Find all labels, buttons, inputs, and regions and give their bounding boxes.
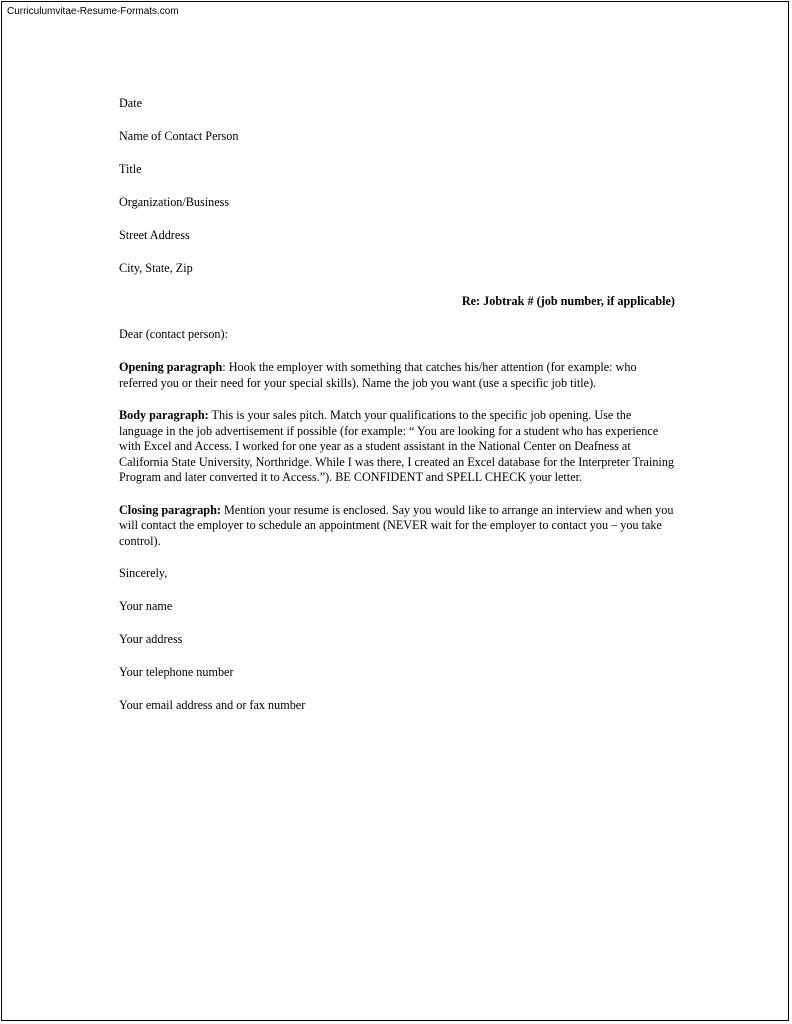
- your-address-line: Your address: [119, 632, 183, 646]
- your-phone-line: Your telephone number: [119, 665, 234, 679]
- body-paragraph-text: This is your sales pitch. Match your qualifications to the specific job opening. Use the language in the job advertisement if possible (for example: “ You are looking for a student who has experience with Excel and Access. I worked for one year as a student assistant in the National Center on Deafness at California State University, Northridge. While I was there, I created an Excel database for the Interpreter Training Program and later converted it to Access.”). BE CONFIDENT and SPELL CHECK your letter.: [119, 408, 675, 484]
- sincerely-line: Sincerely,: [119, 566, 168, 580]
- your-name-line: Your name: [119, 599, 173, 613]
- street-address-line: Street Address: [119, 228, 190, 242]
- contact-name-line: Name of Contact Person: [119, 129, 239, 143]
- title-line: Title: [119, 162, 142, 176]
- opening-paragraph-heading: Opening paragraph: [119, 360, 223, 374]
- body-paragraph-heading: Body paragraph:: [119, 408, 209, 422]
- reference-line: Re: Jobtrak # (job number, if applicable): [461, 294, 675, 308]
- opening-paragraph-text: : Hook the employer with something that catches his/her attention (for example: who referred you or their need for your special skills). Name the job you want (use a specific job title).: [119, 360, 637, 390]
- opening-paragraph: [119, 360, 675, 391]
- document-page: [1, 1, 789, 1021]
- organization-line: Organization/Business: [119, 195, 230, 209]
- closing-paragraph-text: Mention your resume is enclosed. Say you would like to arrange an interview and when you will contact the employer to schedule an appointment (NEVER wait for the employer to contact you – you take control).: [119, 502, 674, 548]
- city-state-zip-line: City, State, Zip: [119, 261, 193, 275]
- source-watermark: Curriculumvitae-Resume-Formats.com: [7, 6, 179, 17]
- closing-paragraph-heading: Closing paragraph:: [119, 502, 221, 517]
- cover-letter: [119, 96, 675, 731]
- salutation: Dear (contact person):: [119, 327, 228, 341]
- closing-paragraph: [119, 503, 675, 550]
- your-email-line: Your email address and or fax number: [119, 698, 306, 712]
- date-line: Date: [119, 96, 143, 110]
- body-paragraph: [119, 408, 675, 486]
